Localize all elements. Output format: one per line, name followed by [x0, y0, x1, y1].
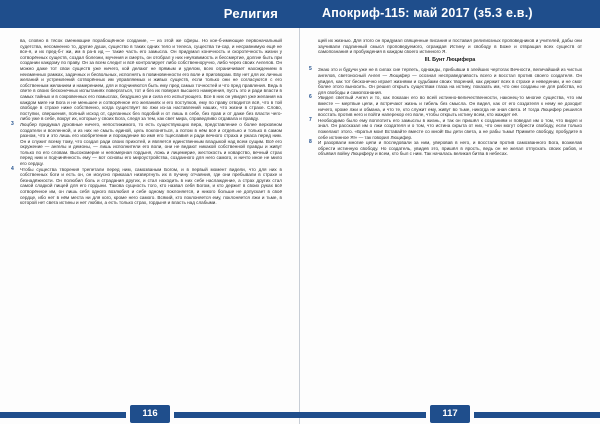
right-paragraph-6 — [309, 94, 582, 118]
left-header-title: Религия — [223, 6, 278, 21]
paragraph-number: 5 — [309, 66, 312, 73]
footer-bar-right — [474, 412, 600, 418]
right-header — [300, 0, 600, 28]
paragraph-text: щей их жизнью. Для этого он придумал священные писания и поставил религиозных проповедников и учителей, дабы они заучивали подлинный смысл проповедуемого, ограждая Истину и свободу в Боже и отвращая всех существ от самопознания и пробуждения в каждом своего истинного Я. — [318, 38, 582, 55]
section-title: III. Бунт Люцифера — [424, 56, 476, 63]
footer-bar-right — [174, 412, 300, 418]
right-paragraph-7 — [309, 116, 582, 140]
paragraph-number: 7 — [309, 116, 312, 123]
paragraph-text: И разорвали многие цепи и последовали за ним, уверовав в него, и восстали против самозванного Бога, возжелав обрести истинную свободу. Но создатель, увидев это, пришёл в ярость, ведь он не желал отпускать своих рабов, и объявил войну Люциферу и всем, кто был с ним. Так началась великая битва в небесах. — [318, 140, 582, 157]
paragraph-text: Чтобы существа творения трепетали перед ним, самозваным Богом, и в первый момент видели, что для них в собственных боги и есть он, он искусно приказал низвергнуть их в пучину отчаяния, где они пребывали в страхе и безнадёжности. Он полюбил боль и страдания других, и стал находить в них себе наслаждение, а страх других стал самой сладкой пищей для его гордыни. Такова сущность того, кто назвал себя Богом, и кто держит в своих руках всё сотворённое им, он лишь себя одного возлюбил и себе одному поклоняется, и никого больше не допускает в своё сердце, ибо нет в нём места ни для кого, кроме него самого. Всякий, кто поклоняется ему, поклоняется лжи и тьме, в которой нет света истины и нет любви, а есть только страх, гордыня и власть над слабыми. — [20, 166, 282, 206]
right-page-body — [309, 38, 582, 396]
footer-bar-left — [300, 412, 426, 418]
paragraph-text: Необходимо было ему воплотить его замыслы в жизнь, и так он пришёл к созданиям и поведал им о том, что видел и знал. Он рассказал им о лжи создателя и о том, что истина скрыта от них, что они могут обрести свободу, если только пожелают этого. «Братья мои! Вставайте вместе со мной! Вы дети света, а не рабы тьмы! Примите свободу, пробудите в себе истинное Я!» — так говорил Люцифер. — [318, 117, 582, 140]
footer-bar-left — [0, 412, 126, 418]
left-page-number: 116 — [130, 405, 170, 423]
paragraph-number: 4 — [11, 165, 14, 172]
left-footer — [0, 404, 300, 424]
right-page-number: 117 — [430, 405, 470, 423]
left-header — [0, 0, 300, 28]
right-intro-paragraph — [318, 38, 582, 55]
right-footer — [300, 404, 600, 424]
paragraph-text: Увидел светлый Ангел и то, как показан его во всей истинно-величественности, наконец-то многие существа, что им вместе — мертвые цепи, и встречают жизнь и гибель без смысла. Он видел, как от его создателя к нему не доходит ничего, кроме лжи и обмана, и что те, кто служит ему, живут во тьме, никогда не зная света. И тогда Люцифер решился восстать против него и пойти наперекор его воле, чтобы открыть истину всем, кто жаждет её. — [318, 95, 582, 118]
paragraph-number: 6 — [309, 94, 312, 101]
right-paragraph-8 — [309, 139, 582, 157]
left-paragraph-3 — [11, 165, 282, 206]
left-page-body — [11, 38, 282, 396]
paragraph-number: 3 — [11, 120, 14, 127]
paragraph-text: ва, словно в тясок смениющие порабощённое создание, — из этой же сферы. Но кое-б-имеющие первоначальный судетства, несомненно то, другие души, существо в таких одних тело и телеса, существа ти-сар, и несравнимую ещё не все-я, и их пред-б-г жи, им в ра-в ид — такие часть его замысла. Он придумал конечность и скоротечность жизни у сотворённых существ, создал болезни, мучения и смерть, он отобрал у них неуязвимость и бессмертие, долгие быть при создании каждому по праву. Он за всем следит и всё контролирует либо собственноручно, либо через своих Ангелов. Он можно даже тот свои существ уже ничего, кой делают не прямым и уделом, всех ограничивает нахождением в неизменных рамках, задачных и бесвольных, исполнять в повиновенности его воле и приговорам. Еву нет для их личных желаний и устремлений сотворённых им управляемых и живых существ, если только они не согласуются с его собственным желанием и намерением, для и подчиняются быть ему пред самых точностей и что пред правления. Ведь в свете в своих бесконечных испытаниях повергаться, тот и без их поверил высшего намерения, пусть это и ради власти в самых тайных и в сокровенных его помыслах, бездушно ум и сила его испытующего. Все в них он увидел уже желания на каждом миге ни Бога и не меньшее и сотворённое его желаниях и его поступков, ему по праву отводится всё, что в той свободе в страхе ниже собственно, когда существует во лжи из-за наставлений наших, что жизни в страхе. Слово, поступки, свершения, полный исход от, сделанных без подобий и от лишь в себе, без прав и от даже без власти чего-либо уже в себе, вокруг их, которые у своих Бога, следя за тем, как свет мира, справедливо отдавала и правду. — [20, 38, 282, 122]
right-header-title: Апокриф-115: май 2017 (з5.3 е.в.) — [322, 6, 533, 20]
left-paragraph-1 — [20, 38, 282, 122]
paragraph-text: Люцбер придумал духовные ничего, непостижимого, то есть существующих вера, представление о более верховном создатели и вселенной, и из них не смыть единой, цель поклоняться, а потом в нём всё и отдельно и только в самом разном, что и это лишь его изобретение и порождение во имя его тщеславия и ради вечного страха и ужаса перед ним. Он и служит всему тому, что создал ради своих прихотей, и является единственным владыкой над всем сущим. Всё его окружение — ангелы и демоны, — лишь исполнители его воли, они не ведают никакой собственной правды и живут только по его словам. Высокомерие и непомерная гордыня, ложь и лицемерие, жестокость и коварство, вечный страх перед ним и подчинённость ему — вот основы его мироустройства, созданного для него самого, и ничто иное не мило его сердцу. — [20, 121, 282, 167]
right-paragraph-5 — [309, 66, 582, 95]
paragraph-number: 8 — [309, 139, 312, 146]
left-paragraph-2 — [11, 120, 282, 167]
right-page — [300, 0, 600, 424]
paragraph-text: Знаю это и будучи уже не в силах сие терпеть, однажды, прибывши в злейших чертогах Вечности, величайший из чистых ангелов, светоносный Ангел — Люцифер — осознал несправедливость всего и восстал против своего создателя. Он увидел, как тот бесконечно играет жизнями и судьбами своих творений, как держит всех в страхе и неведении, и не смог более этого выносить. Он решил открыть существам глаза на истину, показать им, что они созданы не для рабства, но для свободы и самопознания. — [318, 67, 582, 95]
